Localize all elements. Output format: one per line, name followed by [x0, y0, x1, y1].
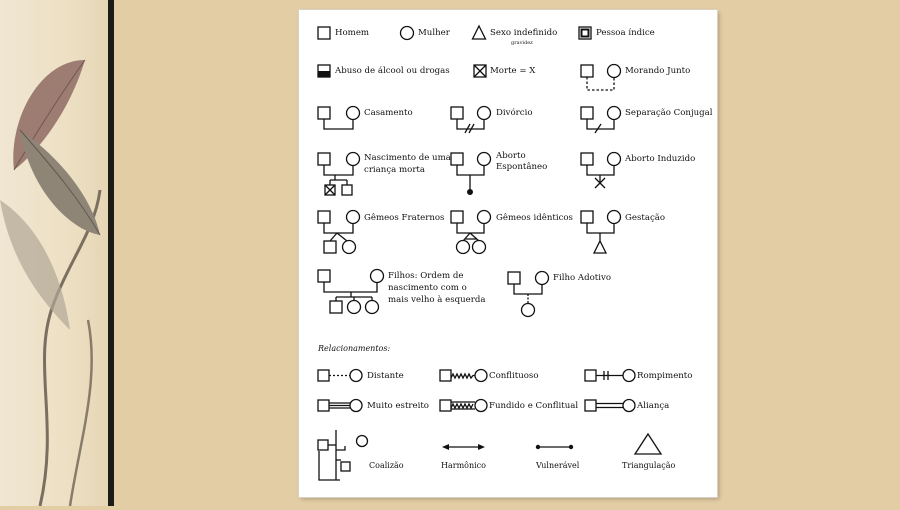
label-gemeos-fraternos: Gêmeos Fraternos: [364, 213, 445, 223]
gemeos-identicos-symbol: [451, 211, 491, 254]
nascimento-morta-symbol: [318, 153, 360, 196]
genogram-symbols: [299, 10, 717, 497]
vertical-divider: [108, 0, 114, 506]
rompimento-symbol: [585, 370, 635, 382]
label-conflituoso: Conflituoso: [489, 371, 539, 381]
label-casamento: Casamento: [364, 108, 413, 118]
genogram-legend-card: [299, 10, 717, 497]
label-morando-junto: Morando Junto: [625, 66, 691, 76]
filhos-ordem-symbol: [318, 270, 384, 314]
relationships-heading: Relacionamentos:: [318, 344, 391, 353]
alianca-symbol: [585, 400, 635, 412]
leaf-branch-illustration: [0, 0, 108, 506]
aborto-espontaneo-symbol: [451, 153, 491, 196]
mulher-symbol: [401, 27, 414, 40]
divorcio-symbol: [451, 107, 491, 134]
morando-junto-symbol: [581, 65, 621, 91]
label-harmonico: Harmônico: [441, 461, 486, 470]
label-abuso: Abuso de álcool ou drogas: [335, 66, 450, 76]
label-distante: Distante: [367, 371, 404, 381]
fundido-conflitual-symbol: [440, 400, 487, 412]
label-filho-adotivo: Filho Adotivo: [553, 273, 612, 283]
label-rompimento: Rompimento: [637, 371, 693, 381]
label-separacao: Separação Conjugal: [625, 108, 713, 118]
sexo-indefinido-symbol: [473, 26, 486, 39]
distante-symbol: [318, 370, 362, 382]
label-filhos-2: nascimento com o: [388, 283, 467, 293]
label-aborto-espontaneo-1: Aborto: [496, 151, 526, 161]
gestacao-symbol: [581, 211, 621, 254]
label-muito-estreito: Muito estreito: [367, 401, 429, 411]
label-sexo-indefinido: Sexo indefinido: [490, 28, 558, 38]
aborto-induzido-symbol: [581, 153, 621, 189]
filho-adotivo-symbol: [508, 272, 549, 317]
label-coalizao: Coalizão: [369, 461, 404, 470]
harmonico-symbol: [442, 444, 485, 450]
label-aborto-espontaneo-2: Espontâneo: [496, 162, 548, 172]
label-mulher: Mulher: [418, 28, 450, 38]
label-filhos-1: Filhos: Ordem de: [388, 271, 464, 281]
label-gestacao: Gestação: [625, 213, 666, 223]
label-morte: Morte = X: [490, 66, 536, 76]
muito-estreito-symbol: [318, 400, 362, 412]
label-gemeos-identicos: Gêmeos idênticos: [496, 213, 573, 223]
label-gravidez: gravidez: [511, 40, 533, 46]
label-pessoa-indice: Pessoa índice: [596, 28, 655, 38]
label-fundido-conflitual: Fundido e Conflitual: [489, 401, 579, 411]
homem-symbol: [318, 27, 330, 39]
label-triangulacao: Triangulação: [622, 461, 676, 470]
label-divorcio: Divórcio: [496, 108, 533, 118]
casamento-symbol: [318, 107, 360, 130]
label-alianca: Aliança: [637, 401, 670, 411]
triangulacao-symbol: [635, 434, 661, 454]
label-homem: Homem: [335, 28, 370, 38]
decorative-leaf-panel: [0, 0, 108, 506]
gemeos-fraternos-symbol: [318, 211, 360, 254]
label-filhos-3: mais velho à esquerda: [388, 295, 486, 305]
label-aborto-induzido: Aborto Induzido: [625, 154, 696, 164]
coalizao-symbol: [318, 430, 368, 480]
vulneravel-symbol: [536, 445, 573, 449]
separacao-symbol: [581, 107, 621, 134]
conflituoso-symbol: [440, 370, 487, 382]
label-nascimento-morta-1: Nascimento de uma: [364, 153, 451, 163]
label-vulneravel: Vulnerável: [536, 461, 580, 470]
label-nascimento-morta-2: criança morta: [364, 165, 426, 175]
